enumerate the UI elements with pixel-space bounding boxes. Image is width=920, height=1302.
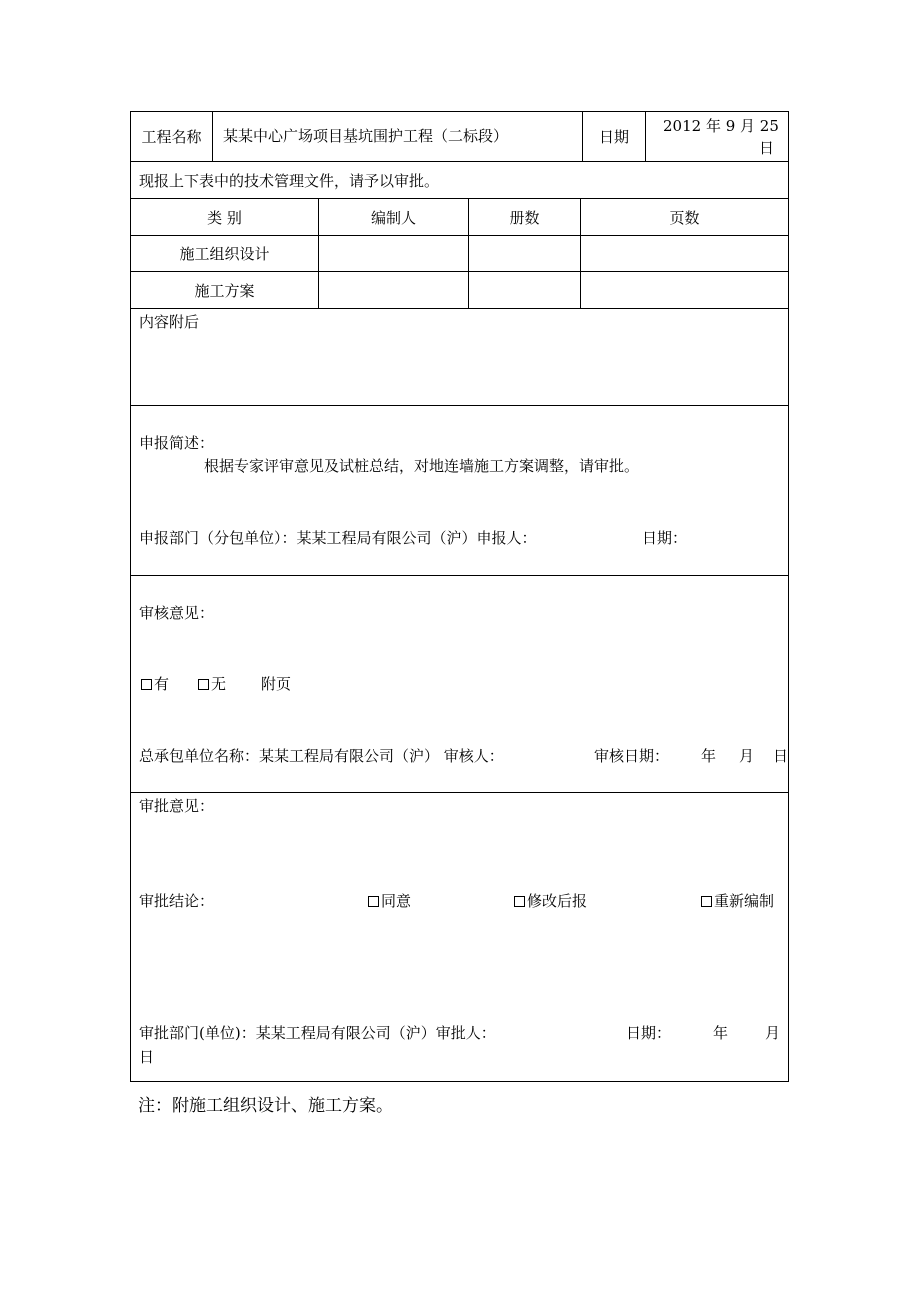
- approval-section: [131, 793, 788, 1081]
- footnote: 注：附施工组织设计、施工方案。: [138, 1096, 393, 1116]
- doc-table-header: [131, 199, 788, 236]
- attachment-text: 内容附后: [139, 313, 200, 331]
- checkbox-icon[interactable]: [141, 679, 152, 690]
- table-cell: [581, 272, 788, 308]
- table-cell: [581, 236, 788, 271]
- table-cell: [131, 236, 319, 271]
- checkbox-icon[interactable]: [198, 679, 209, 690]
- declaration-date: 日期：: [642, 529, 688, 547]
- col-pages: [581, 199, 788, 235]
- project-name-cell: [213, 112, 583, 161]
- col-author-label: 编制人: [370, 208, 416, 227]
- date-label-cell: [583, 112, 646, 161]
- col-volumes: [469, 199, 581, 235]
- date-value-cell: [646, 112, 788, 161]
- declaration-label: 申报简述：: [139, 434, 215, 452]
- table-cell: [131, 272, 319, 308]
- table-cell: [469, 236, 581, 271]
- approval-day: 日: [139, 1048, 155, 1066]
- review-month: 月: [739, 747, 755, 765]
- row-category: 施工组织设计: [179, 245, 270, 263]
- approval-date-label: 日期：: [626, 1024, 672, 1042]
- review-date-label: 审核日期：: [594, 747, 670, 765]
- review-day: 日: [773, 747, 789, 765]
- col-category-label: 类 别: [207, 208, 242, 227]
- date-label: 日期: [598, 128, 629, 146]
- option-redo[interactable]: [701, 891, 774, 911]
- approval-form: [130, 111, 789, 1082]
- approval-conclusion: 审批结论：: [139, 892, 215, 910]
- col-volumes-label: 册数: [509, 208, 540, 227]
- intro-row: [131, 162, 788, 199]
- option-yes-label: 有: [154, 675, 170, 693]
- option-no-label: 无: [211, 675, 227, 693]
- approval-year: 年: [713, 1024, 729, 1042]
- checkbox-icon[interactable]: [701, 896, 712, 907]
- declaration-content: 根据专家评审意见及试桩总结，对地连墙施工方案调整，请审批。: [204, 457, 640, 475]
- col-pages-label: 页数: [669, 208, 700, 227]
- table-cell: [319, 272, 469, 308]
- table-cell: [319, 236, 469, 271]
- approval-dept: 审批部门(单位)：某某工程局有限公司（沪）审批人：: [139, 1024, 496, 1042]
- review-label: 审核意见：: [139, 604, 215, 622]
- option-modify[interactable]: [514, 891, 587, 911]
- col-author: [319, 199, 469, 235]
- checkbox-icon[interactable]: [514, 896, 525, 907]
- option-yes[interactable]: [141, 674, 169, 694]
- table-cell: [469, 272, 581, 308]
- approval-month: 月: [765, 1024, 781, 1042]
- declaration-section: [131, 406, 788, 576]
- date-value-line2: 日: [758, 139, 774, 157]
- col-category: [131, 199, 319, 235]
- attached-pages: 附页: [261, 675, 292, 693]
- table-row: [131, 272, 788, 309]
- attachment-row: [131, 309, 788, 406]
- declaration-dept: 申报部门（分包单位）：某某工程局有限公司（沪）申报人：: [139, 529, 537, 547]
- row-category: 施工方案: [194, 281, 255, 300]
- review-section: [131, 576, 788, 793]
- project-label: 工程名称: [141, 128, 202, 146]
- review-year: 年: [701, 747, 717, 765]
- intro-text: 现报上下表中的技术管理文件，请予以审批。: [139, 172, 440, 190]
- approval-label: 审批意见：: [139, 797, 215, 815]
- option-agree-label: 同意: [381, 892, 412, 910]
- option-no[interactable]: [198, 674, 226, 694]
- project-label-cell: [131, 112, 213, 161]
- review-unit: 总承包单位名称：某某工程局有限公司（沪） 审核人：: [139, 747, 504, 765]
- project-name: 某某中心广场项目基坑围护工程（二标段）: [223, 127, 509, 145]
- header-row: [131, 112, 788, 162]
- option-modify-label: 修改后报: [527, 892, 588, 910]
- date-value-line1: 2012 年 9 月 25: [663, 117, 779, 135]
- option-agree[interactable]: [368, 891, 411, 911]
- checkbox-icon[interactable]: [368, 896, 379, 907]
- table-row: [131, 236, 788, 272]
- option-redo-label: 重新编制: [714, 892, 775, 910]
